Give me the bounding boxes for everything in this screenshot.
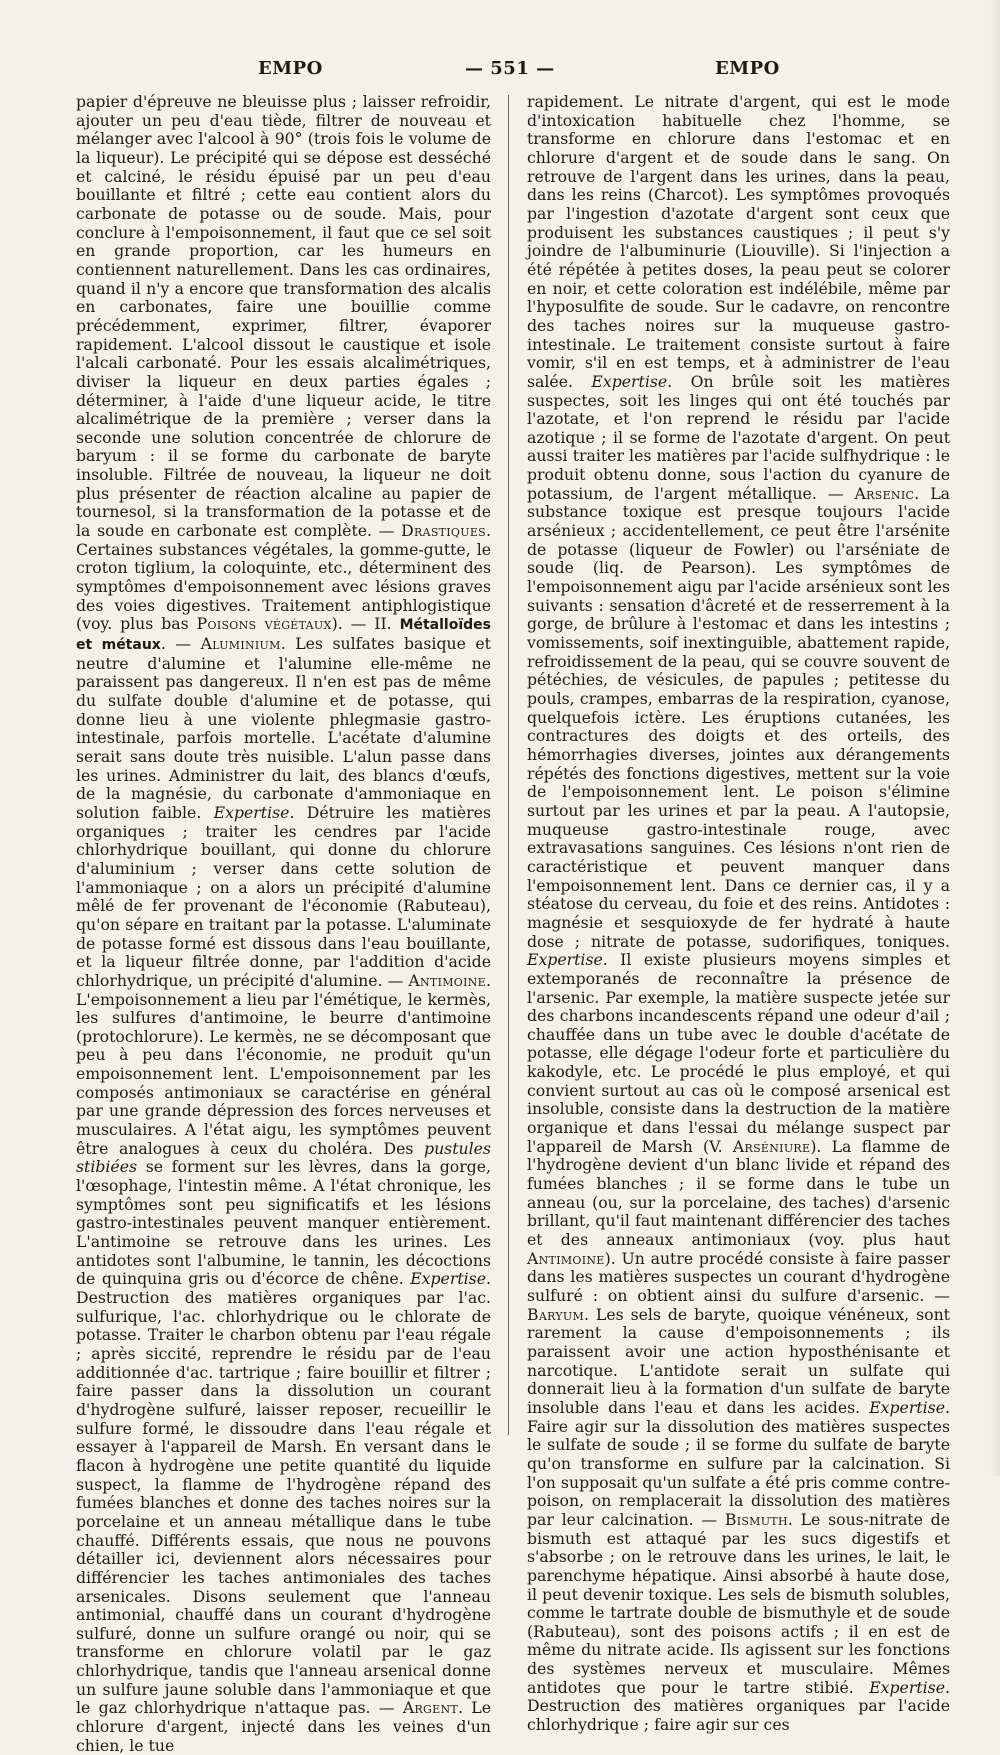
text-run: . Le chlorure d'argent, injecté dans les veines d'un chien, le tue — [76, 1698, 491, 1755]
right-column — [527, 93, 950, 1735]
right-column-text — [527, 93, 950, 1735]
italic-term: Expertise — [869, 1677, 945, 1697]
text-run: . Certaines substances végétales, la gomme-gutte, le croton tiglium, la coloquinte, etc., déterminent des symptômes d'empoisonnement avec lésions graves des voies digestives. Traitement antiphlogistique (voy. plus bas — [76, 521, 491, 634]
text-run: . L'empoisonnement a lieu par l'émétique, le kermès, les sulfures d'antimoine, le beurre d'antimoine (protochlorure). Le kermès, ne se décomposant que peu à peu dans l'économie, ne produit qu'un empoisonnement lent. L'empoisonnement par les composés antimoniaux se caractérise en général par une grande dépression des forces nerveuses et musculaires. A l'état aigu, les symptômes peuvent être analogues à ceux du choléra. Des — [76, 970, 491, 1158]
text-run: . — — [160, 634, 201, 654]
section-heading: Métalloïdes et métaux — [76, 617, 491, 654]
text-run: . Détruire les matières organiques ; traiter les cendres par l'acide chlorhydrique bouillant, qui donne du chlorure d'aluminium ; verser dans cette solution de l'ammoniaque ; on a alors un précipité d'alumine mêlé de fer provenant de l'économie (Rabuteau), qu'on sépare en traitant par la potasse. L'aluminate de potasse formé est dissous dans l'eau bouillante, et la liqueur filtrée donne, par l'addition d'acide chlorhydrique, un précipité d'alumine. — — [76, 802, 491, 990]
header-left: EMPO — [258, 58, 323, 79]
entry-heading: Antimoine — [527, 1248, 605, 1268]
text-run: ). — II. — [331, 614, 400, 634]
page-number: — 551 — — [465, 58, 555, 79]
text-run: papier d'épreuve ne bleuisse plus ; laisser refroidir, ajouter un peu d'eau tiède, filtrer de nouveau et mélanger avec l'alcool à 90° (trois fois le volume de la liqueur). Le précipité qui se dépose est desséché et calciné, le résidu épuisé par un peu d'eau bouillante et filtré ; cette eau contient alors du carbonate de potasse ou de soude. Mais, pour conclure à l'empoisonnement, il faut que ce sel soit en grande proportion, car les humeurs en contiennent naturellement. Dans les cas ordinaires, quand il n'y a encore que transformation des alcalis en carbonates, faire une bouillie comme précédemment, exprimer, filtrer, évaporer rapidement. L'alcool dissout le caustique et isole l'alcali carbonaté. Pour les essais alcalimétriques, diviser la liqueur en deux parties égales ; déterminer, à l'aide d'une liqueur acide, le titre alcalimétrique de la première ; verser dans la seconde une solution concentrée de chlorure de baryum : il se forme du carbonate de baryte insoluble. Filtrée de nouveau, la liqueur ne doit plus présenter de réaction alcaline au papier de tournesol, si la transformation de la potasse et de la soude en carbonate est complète. — — [76, 92, 491, 541]
entry-heading: Arséniure — [732, 1136, 811, 1156]
italic-term: Expertise — [410, 1269, 486, 1289]
entry-heading: Antimoine — [408, 970, 486, 990]
text-run: . Il existe plusieurs moyens simples et extemporanés de reconnaître la présence de l'arsenic. Par exemple, la matière suspecte jetée sur des charbons incandescents répand une odeur d'ail ; chauffée dans un tube avec le double d'acétate de potasse, elle dégage l'odeur forte et particulière du kakodyle, etc. Le procédé le plus employé, et qui convient surtout au cas où le composé arsenical est insoluble, consiste dans la destruction de la matière organique et dans l'essai du mélange suspect par l'appareil de Marsh (V. — [527, 950, 950, 1156]
text-run: . Le sous-nitrate de bismuth est attaqué par les sucs digestifs et s'absorbe ; on le retrouve dans les urines, le lait, le parenchyme hépatique. Ainsi absorbé à haute dose, il peut devenir toxique. Les sels de bismuth solubles, comme le tartrate double de bismuthyle et de soude (Rabuteau), sont des poisons actifs ; il en est de même du nitrate acide. Ils agissent sur les fonctions des systèmes nerveux et musculaire. Mêmes antidotes que pour le tartre stibié. — [527, 1509, 950, 1697]
text-run: . Destruction des matières organiques par l'ac. sulfurique, l'ac. chlorhydrique ou le chlorate de potasse. Traiter le charbon obtenu par l'eau régale ; après siccité, reprendre le résidu par de l'eau additionnée d'ac. tartrique ; faire bouillir et filtrer ; faire passer dans la dissolution un courant d'hydrogène sulfuré, laisser reposer, recueillir le sulfure formé, le dissoudre dans l'eau régale et essayer à l'appareil de Marsh. En versant dans le flacon à hydrogène une petite quantité du liquide suspect, la flamme de l'hydrogène répand des fumées blanches et donne des taches noires sur la porcelaine et un anneau métallique dans le tube chauffé. Différents essais, que nous ne pouvons détailler ici, deviennent alors nécessaires pour différencier les taches antimoniales des taches arsenicales. Disons seulement que l'anneau antimonial, chauffé dans un courant d'hydrogène sulfuré, donne un sulfure orangé ou noir, qui se transforme en chlorure volatil par le gaz chlorhydrique, tandis que l'anneau arsenical donne un sulfure jaune soluble dans l'ammoniaque et que le gaz chlorhydrique n'attaque pas. — — [76, 1269, 491, 1718]
entry-heading: Aluminium — [200, 634, 281, 654]
text-run: . La substance toxique est presque toujours l'acide arsénieux ; accidentellement, ce peut être l'arsénite de potasse (liqueur de Fowler) ou l'arséniate de soude (liq. de Pearson). Les symptômes de l'empoisonnement aigu par l'acide arsénieux sont les suivants : sensation d'âcreté et de resserrement à la gorge, de brûlure à l'estomac et dans les intestins ; vomissements, soif inextinguible, abattement rapide, refroidissement de la peau, qui se couvre souvent de pétéchies, de vésicules, de papules ; petitesse du pouls, crampes, embarras de la respiration, cyanose, quelquefois ictère. Les éruptions cutanées, les contractures des doigts et des orteils, des hémorrhagies diverses, jointes aux dérangements répétés des fonctions digestives, mettent sur la voie de l'empoisonnement lent. Le poison s'élimine surtout par les urines et par la peau. A l'autopsie, muqueuse gastro-intestinale rouge, avec extravasations sanguines. Ces lésions n'ont rien de caractéristique et peuvent manquer dans l'empoisonnement lent. Dans ce dernier cas, il y a stéatose du cerveau, du foie et des reins. Antidotes : magnésie et sesquioxyde de fer hydraté à haute dose ; nitrate de potasse, sudorifiques, toniques. — [527, 483, 950, 951]
left-column-text — [76, 93, 491, 1755]
text-run: se forment sur les lèvres, dans la gorge, l'œsophage, l'intestin même. A l'état chronique, les symptômes sont peu significatifs et les lésions gastro-intestinales peuvent manquer entièrement. L'antimoine se retrouve dans les urines. Les antidotes sont l'albumine, le tannin, les décoctions de quinquina gris ou d'écorce de chêne. — [76, 1157, 491, 1289]
column-rule — [508, 95, 509, 1435]
text-run: . Les sels de baryte, quoique vénéneux, sont rarement la cause d'empoisonnements ; ils paraissent avoir une action hyposthénisante et narcotique. L'antidote serait un sulfate qui donnerait lieu à la formation d'un sulfate de baryte insoluble dans l'eau et dans les acides. — [527, 1304, 950, 1417]
entry-heading: Bismuth — [724, 1509, 788, 1529]
entry-heading: Argent — [402, 1698, 459, 1718]
text-run: rapidement. Le nitrate d'argent, qui est le mode d'intoxication habituelle chez l'homme, se transforme en chlorure dans l'estomac et en chlorure d'argent et de soude dans le sang. On retrouve de l'argent dans les urines, dans la peau, dans les reins (Charcot). Les symptômes provoqués par l'ingestion d'azotate d'argent sont ceux que produisent les substances caustiques ; il peut s'y joindre de l'albuminurie (Liouville). Si l'injection a été répétée à petites doses, la peau peut se colorer en noir, et cette coloration est indélébile, même par l'hyposulfite de soude. Sur le cadavre, on rencontre des taches noires sur la muqueuse gastro-intestinale. Le traitement consiste surtout à faire vomir, s'il en est temps, et à administrer de l'eau salée. — [527, 92, 950, 391]
italic-term: Expertise — [527, 950, 603, 970]
text-run: . Faire agir sur la dissolution des matières suspectes le sulfate de soude ; il se forme du sulfate de baryte qu'on transforme en sulfure par la calcination. Si l'on supposait qu'un sulfate a été pris comme contre-poison, on remplacerait la dissolution des matières par leur calcination. — — [527, 1397, 950, 1529]
italic-term: Expertise — [869, 1397, 945, 1417]
entry-heading: Baryum — [527, 1304, 585, 1324]
text-run: . Les sulfates basique et neutre d'alumine et l'alumine elle-même ne paraissent pas dangereux. Il n'en est pas de même du sulfate double d'alumine et de potasse, qui donne lieu à une violente phlegmasie gastro-intestinale, parfois mortelle. L'acétate d'alumine serait sans doute très nuisible. L'alun passe dans les urines. Administrer du lait, des blancs d'œufs, de la magnésie, du carbonate d'ammoniaque en solution faible. — [76, 634, 491, 822]
header-right: EMPO — [715, 58, 780, 79]
entry-heading: Drastiques — [401, 521, 486, 541]
italic-term: pustules stibiées — [76, 1138, 491, 1177]
text-run: ). La flamme de l'hydrogène devient d'un blanc livide et répand des fumées blanches ; il se forme dans le tube un anneau (ou, sur la porcelaine, des taches) d'arsenic brillant, qu'il faut maintenant différencier des taches et des anneaux antimoniaux (voy. plus haut — [527, 1136, 950, 1250]
text-run: . Destruction des matières organiques par l'acide chlorhydrique ; faire agir sur ces — [527, 1677, 950, 1735]
italic-term: Expertise — [213, 802, 290, 822]
entry-heading: Arsenic — [854, 483, 915, 503]
text-run: . On brûle soit les matières suspectes, soit les linges qui ont été touchés par l'azotate, et l'on reprend le résidu par l'acide azotique ; il se forme de l'azotate d'argent. On peut aussi traiter les matières par l'acide sulfhydrique : le produit obtenu donne, sous l'action du cyanure de potassium, de l'argent métallique. — — [527, 371, 951, 503]
entry-heading: Poisons végétaux — [196, 614, 332, 634]
left-column — [76, 93, 491, 1755]
scan-edge — [990, 0, 1000, 1476]
running-header — [62, 58, 962, 88]
text-run: ). Un autre procédé consiste à faire passer dans les matières suspectes un courant d'hydrogène sulfuré : on obtient ainsi du sulfure d'arsenic. — — [527, 1248, 950, 1305]
italic-term: Expertise — [591, 371, 668, 391]
